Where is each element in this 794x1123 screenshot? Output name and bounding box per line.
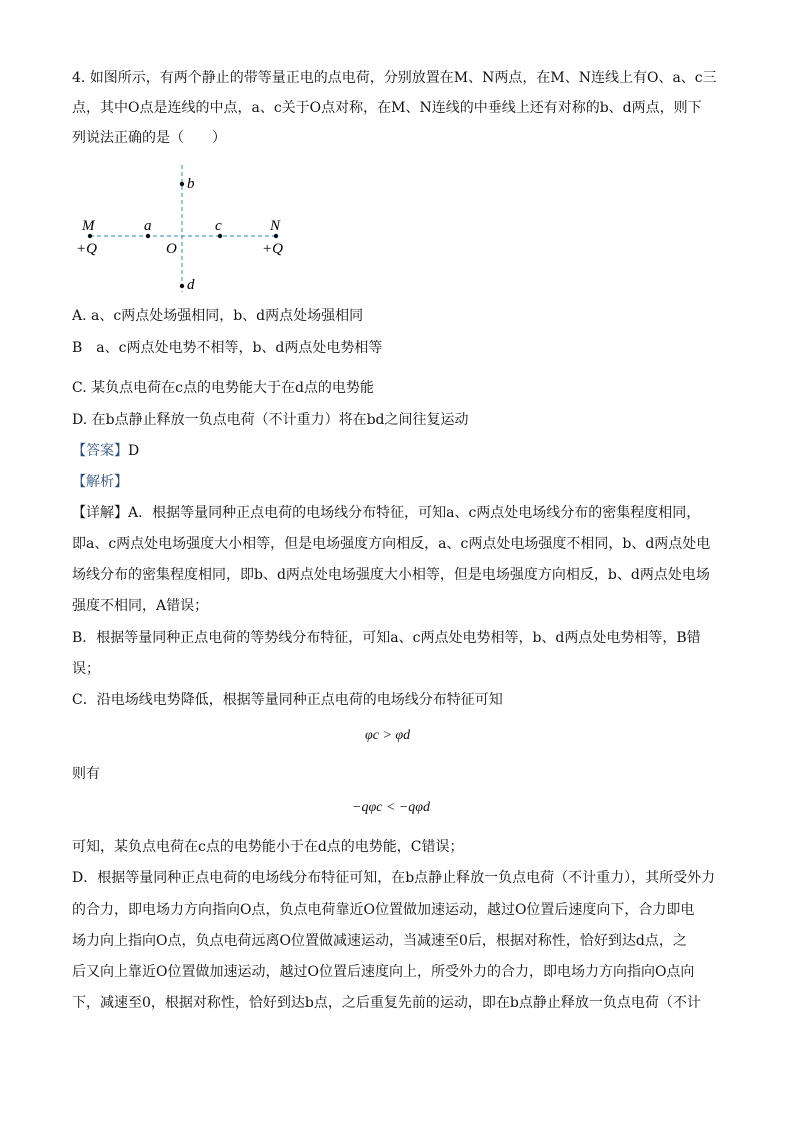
label-q-n: +Q — [262, 241, 283, 257]
detail-line-2: 即a、c两点处电场强度大小相等，但是电场强度方向相反，a、c两点处电场强度不相同，b、d两点处电 — [72, 536, 711, 552]
question-line-2: 点，其中O点是连线的中点，a、c关于O点对称，在M、N连线的中垂线上还有对称的b、d两点，则下 — [72, 100, 702, 116]
question-line-3: 列说法正确的是（ ） — [72, 130, 226, 146]
point-a — [146, 234, 150, 238]
point-d — [180, 284, 184, 288]
detail-line-5: B．根据等量同种正点电荷的等势线分布特征，可知a、c两点处电势相等，b、d两点处电势相等，B错 — [72, 630, 701, 646]
label-o: O — [166, 241, 177, 257]
point-m — [88, 234, 92, 238]
point-b — [180, 182, 184, 186]
answer-value: D — [128, 443, 140, 459]
analysis-tag: 【解析】 — [72, 474, 128, 490]
detail-line-9: D．根据等量同种正点电荷的电场线分布特征可知，在b点静止释放一负点电荷（不计重力），其所受外力 — [72, 870, 716, 886]
label-b: b — [187, 176, 195, 192]
label-d: d — [187, 277, 195, 293]
formula-1: φc > φd — [365, 728, 411, 743]
detail-line-6: 误； — [72, 661, 100, 677]
then-line: 则有 — [72, 766, 100, 782]
detail-line-8: 可知，某负点电荷在c点的电势能小于在d点的电势能，C错误； — [72, 839, 464, 855]
answer-line — [72, 441, 139, 461]
point-c — [218, 234, 222, 238]
option-a: A. a、c两点处场强相同，b、d两点处场强相同 — [72, 308, 364, 324]
formula-2: −qφc < −qφd — [352, 800, 431, 815]
detail-line-3: 场线分布的密集程度相同，即b、d两点处电场强度大小相等，但是电场强度方向相反，b、d两点处电场 — [72, 567, 710, 583]
option-b: B a、c两点处电势不相等，b、d两点处电势相等 — [72, 340, 383, 356]
charge-diagram — [72, 160, 312, 300]
label-n: N — [270, 218, 281, 234]
point-n — [274, 234, 278, 238]
detail-line-10: 的合力，即电场力方向指向O点，负点电荷靠近O位置做加速运动，越过O位置后速度向下，合力即电 — [72, 902, 695, 918]
option-d: D. 在b点静止释放一负点电荷（不计重力）将在bd之间往复运动 — [72, 412, 469, 428]
label-m: M — [82, 218, 95, 234]
detail-line-7: C．沿电场线电势降低，根据等量同种正点电荷的电场线分布特征可知 — [72, 692, 503, 708]
detail-line-12: 后又向上靠近O位置做加速运动，越过O位置后速度向上，所受外力的合力，即电场力方向指向O点向 — [72, 964, 695, 980]
label-a: a — [144, 218, 152, 234]
detail-line-1: 【详解】A．根据等量同种正点电荷的电场线分布特征，可知a、c两点处电场线分布的密集程度相同， — [72, 505, 701, 521]
question-line-1: 4. 如图所示，有两个静止的带等量正电的点电荷，分别放置在M、N两点，在M、N连线上有O、a、c三 — [72, 70, 717, 86]
option-c: C. 某负点电荷在c点的电势能大于在d点的电势能 — [72, 380, 374, 396]
detail-line-4: 强度不相同，A错误； — [72, 598, 209, 614]
label-q-m: +Q — [76, 241, 97, 257]
answer-tag: 【答案】 — [72, 443, 128, 459]
detail-line-11: 场力向上指向O点，负点电荷远离O位置做减速运动，当减速至0后，根据对称性，恰好到达d点，之 — [72, 933, 687, 949]
label-c: c — [215, 218, 222, 234]
detail-line-13: 下，减速至0，根据对称性，恰好到达b点，之后重复先前的运动，即在b点静止释放一负点电荷（不计 — [72, 995, 701, 1011]
